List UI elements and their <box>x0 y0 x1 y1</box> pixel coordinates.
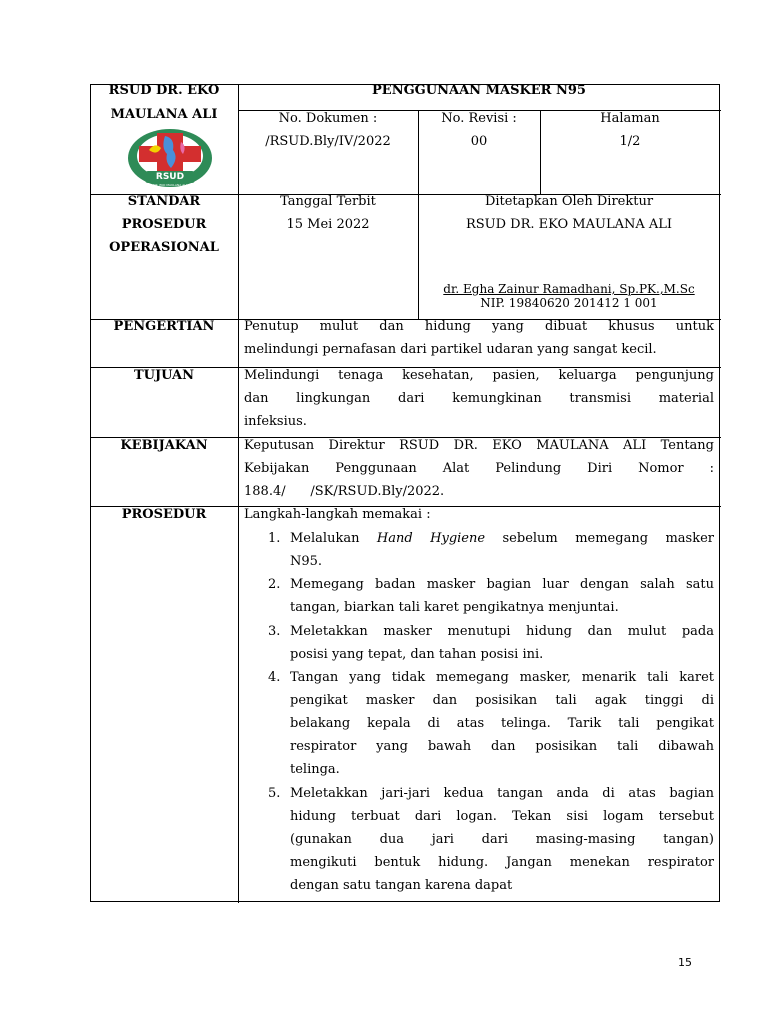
approved-by-label: Ditetapkan Oleh Direktur <box>484 194 654 209</box>
step-4-line3: belakang kepala di atas telinga. Tarik tali pengikat <box>290 716 714 731</box>
pengertian-label: PENGERTIAN <box>113 319 215 334</box>
step-4-number: 4. <box>268 670 281 685</box>
step-4-line5: telinga. <box>290 762 340 777</box>
page-number: 15 <box>678 956 692 969</box>
sop-label-line2: PROSEDUR <box>121 217 207 232</box>
step-3-line1: Meletakkan masker menutupi hidung dan mulut pada <box>290 624 714 639</box>
step-2-line1: Memegang badan masker bagian luar dengan salah satu <box>290 577 714 592</box>
step-1-line2: N95. <box>290 554 323 569</box>
step-1-text-a: Melalukan <box>290 531 377 546</box>
approved-by-org: RSUD DR. EKO MAULANA ALI <box>465 217 673 232</box>
sop-label-line1: STANDAR <box>127 194 201 209</box>
issue-date-label: Tanggal Terbit <box>280 194 376 209</box>
step-5-line1: Meletakkan jari-jari kedua tangan anda di atas bagian <box>290 786 714 801</box>
prosedur-label: PROSEDUR <box>121 507 207 522</box>
step-4-line1: Tangan yang tidak memegang masker, menarik tali karet <box>290 670 714 685</box>
kebijakan-line3: 188.4/ /SK/RSUD.Bly/2022. <box>244 484 445 499</box>
step-5-number: 5. <box>268 786 281 801</box>
step-1-number: 1. <box>268 531 281 546</box>
sop-label-line3: OPERASIONAL <box>109 240 219 255</box>
step-4-line4: respirator yang bawah dan posisikan tali dibawah <box>290 739 714 754</box>
tujuan-line1: Melindungi tenaga kesehatan, pasien, keluarga pengunjung <box>244 368 714 383</box>
step-2-number: 2. <box>268 577 281 592</box>
pengertian-line1: Penutup mulut dan hidung yang dibuat khusus untuk <box>244 319 714 334</box>
step-1-text-b: sebelum memegang masker <box>485 531 714 546</box>
document-number-label: No. Dokumen : <box>278 111 378 126</box>
logo-text: RSUD <box>155 172 185 182</box>
kebijakan-label: KEBIJAKAN <box>120 438 208 453</box>
step-4-line2: pengikat masker dan posisikan tali agak tinggi di <box>290 693 714 708</box>
step-5-line3: (gunakan dua jari dari masing-masing tangan) <box>290 832 714 847</box>
kebijakan-line1: Keputusan Direktur RSUD DR. EKO MAULANA ALI Tentang <box>244 438 714 453</box>
document-number-value: /RSUD.Bly/IV/2022 <box>265 134 391 149</box>
step-3-number: 3. <box>268 624 281 639</box>
hospital-name-line2: MAULANA ALI <box>110 107 218 122</box>
step-5-line4: mengikuti bentuk hidung. Jangan menekan respirator <box>290 855 714 870</box>
director-name: dr. Egha Zainur Ramadhani, Sp.PK.,M.Sc <box>443 282 695 296</box>
step-5-line2: hidung terbuat dari logan. Tekan sisi logam tersebut <box>290 809 714 824</box>
step-1-emphasis: Hand Hygiene <box>376 531 486 546</box>
step-3-line2: posisi yang tepat, dan tahan posisi ini. <box>290 647 544 662</box>
logo-subtext: DR. EKO MAULANA ALI <box>153 183 187 187</box>
tujuan-line2: dan lingkungan dari kemungkinan transmisi material <box>244 391 714 406</box>
hospital-name-line1: RSUD DR. EKO <box>108 83 220 98</box>
document-title: PENGGUNAAN MASKER N95 <box>372 83 586 98</box>
revision-value: 00 <box>470 134 488 149</box>
step-1-line1 <box>290 527 714 550</box>
hospital-logo <box>127 128 213 188</box>
step-2-line2: tangan, biarkan tali karet pengikatnya menjuntai. <box>290 600 619 615</box>
kebijakan-line2: Kebijakan Penggunaan Alat Pelindung Diri Nomor : <box>244 461 714 476</box>
step-5-line5: dengan satu tangan karena dapat <box>290 878 513 893</box>
tujuan-line3: infeksius. <box>244 414 307 429</box>
page-label: Halaman <box>600 111 660 126</box>
revision-label: No. Revisi : <box>441 111 517 126</box>
issue-date-value: 15 Mei 2022 <box>286 217 370 232</box>
tujuan-label: TUJUAN <box>133 368 195 383</box>
director-nip: NIP. 19840620 201412 1 001 <box>480 296 658 310</box>
page-value: 1/2 <box>619 134 641 149</box>
prosedur-intro: Langkah-langkah memakai : <box>244 507 431 522</box>
pengertian-line2: melindungi pernafasan dari partikel udaran yang sangat kecil. <box>244 342 657 357</box>
